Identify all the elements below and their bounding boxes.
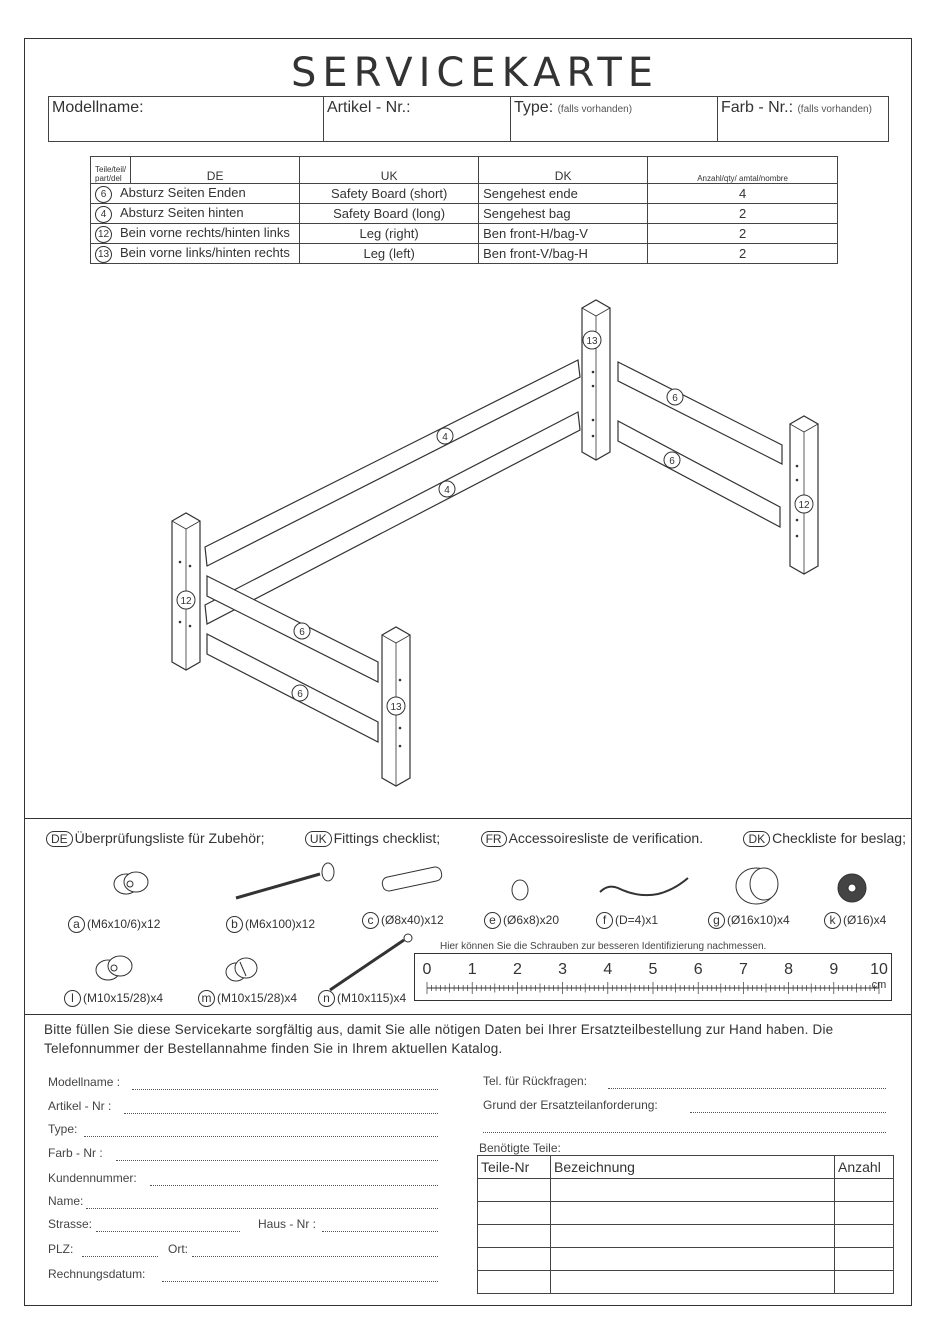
part-de: 4 Absturz Seiten hinten (91, 204, 300, 224)
part-uk: Leg (right) (300, 224, 479, 244)
callout-6-right-upper (667, 389, 683, 405)
form-kunden-field[interactable] (150, 1185, 438, 1186)
svg-text:6: 6 (297, 689, 303, 700)
callout-4-upper (437, 428, 453, 444)
table-row[interactable] (478, 1271, 894, 1294)
ruler-number: 7 (738, 961, 748, 978)
dowel-c-icon (381, 866, 443, 892)
form-haus-label: Haus - Nr : (258, 1217, 317, 1231)
form-tel-field[interactable] (608, 1088, 886, 1089)
order-header-teile: Teile-Nr (478, 1156, 551, 1179)
form-ort-label: Ort: (168, 1242, 188, 1256)
form-rechnung-label: Rechnungsdatum: (48, 1267, 146, 1281)
ruler-caption: Hier können Sie die Schrauben zur besseren Identifizierung nachmessen. (440, 941, 767, 952)
callout-13-back (583, 331, 601, 349)
form-rechnung-field[interactable] (162, 1281, 438, 1282)
uk-header: UK (300, 157, 479, 184)
part-qty: 4 (648, 184, 838, 204)
fitting-m: m (M10x15/28)x4 (198, 990, 297, 1007)
part-number-badge: 6 (95, 186, 112, 203)
form-haus-field[interactable] (322, 1231, 438, 1232)
bolt-b-icon (236, 863, 334, 898)
order-table (477, 1155, 894, 1294)
callout-12-right (795, 495, 813, 513)
ruler-number: 3 (558, 961, 568, 978)
svg-text:4: 4 (442, 432, 448, 443)
qty-header: Anzahl/qty/ amtal/nombre (648, 157, 838, 184)
page-title: SERVICEKARTE (290, 50, 660, 96)
ruler-number: 2 (512, 961, 522, 978)
artikel-label: Artikel - Nr.: (327, 99, 411, 116)
part-header: Teile/teil/ part/del (91, 157, 131, 184)
cap-e-icon (512, 880, 528, 900)
svg-text:12: 12 (798, 500, 810, 511)
svg-text:4: 4 (444, 485, 450, 496)
form-modelname-label: Modellname : (48, 1075, 121, 1089)
order-header-anzahl: Anzahl (835, 1156, 894, 1179)
checklist-dk: DK Checkliste for beslag; (743, 830, 906, 847)
fitting-g: g (Ø16x10)x4 (708, 912, 790, 929)
form-type-label: Type: (48, 1122, 78, 1136)
part-uk: Safety Board (short) (300, 184, 479, 204)
part-number-badge: 12 (95, 226, 112, 243)
part-qty: 2 (648, 224, 838, 244)
part-uk: Leg (left) (300, 244, 479, 264)
form-farb-label: Farb - Nr : (48, 1146, 103, 1160)
barrel-nut-a-icon (114, 872, 148, 894)
svg-text:6: 6 (299, 627, 305, 638)
divider (24, 1014, 912, 1015)
type-label: Type: (514, 99, 554, 116)
ruler-number: 4 (603, 961, 613, 978)
fitting-f: f (D=4)x1 (596, 912, 658, 929)
dk-header: DK (479, 157, 648, 184)
part-de: 6 Absturz Seiten Enden (91, 184, 300, 204)
ruler-unit: cm (871, 979, 887, 991)
form-type-field[interactable] (84, 1136, 438, 1137)
part-number-badge: 4 (95, 206, 112, 223)
modelname-label: Modellname: (52, 99, 144, 116)
form-name-label: Name: (48, 1194, 84, 1208)
de-header: DE (131, 157, 300, 184)
long-board-lower (205, 412, 580, 624)
table-row[interactable] (478, 1202, 894, 1225)
form-grund-field-2[interactable] (483, 1132, 886, 1133)
form-benoetigte-label: Benötigte Teile: (479, 1141, 561, 1155)
part-de: 13 Bein vorne links/hinten rechts (91, 244, 300, 264)
form-plz-field[interactable] (82, 1256, 158, 1257)
long-board-upper (205, 360, 580, 566)
form-tel-label: Tel. für Rückfragen: (483, 1074, 588, 1088)
allen-key-f-icon (600, 878, 688, 895)
part-qty: 2 (648, 244, 838, 264)
ruler-number: 5 (648, 961, 658, 978)
form-grund-label: Grund der Ersatzteilanforderung: (483, 1098, 658, 1112)
callout-6-left-lower (292, 685, 308, 701)
form-artikel-label: Artikel - Nr : (48, 1099, 112, 1113)
fittings-checklist-heading (46, 830, 906, 847)
form-artikel-field[interactable] (124, 1113, 438, 1114)
form-modelname-field[interactable] (132, 1089, 438, 1090)
form-strasse-field[interactable] (96, 1231, 240, 1232)
cam-lock-g-icon (736, 868, 778, 904)
ruler-number: 8 (784, 961, 794, 978)
ruler-number: 1 (467, 961, 477, 978)
table-row[interactable] (478, 1225, 894, 1248)
order-header-bezeichnung: Bezeichnung (551, 1156, 835, 1179)
fitting-e: e (Ø6x8)x20 (484, 912, 559, 929)
bolt-n-icon (330, 934, 412, 990)
form-ort-field[interactable] (192, 1256, 438, 1257)
cam-bolt-k-icon (838, 874, 866, 902)
fitting-a: a (M6x10/6)x12 (68, 916, 160, 933)
svg-text:6: 6 (672, 393, 678, 404)
form-strasse-label: Strasse: (48, 1217, 93, 1231)
callout-4-lower (439, 481, 455, 497)
checklist-fr: FR Accessoiresliste de verification. (481, 830, 704, 847)
form-name-field[interactable] (86, 1208, 438, 1209)
part-dk: Sengehest ende (479, 184, 648, 204)
form-farb-field[interactable] (116, 1160, 438, 1161)
checklist-de: DE Überprüfungsliste für Zubehör; (46, 830, 265, 847)
form-kunden-label: Kundennummer: (48, 1171, 137, 1185)
farb-note: (falls vorhanden) (797, 104, 872, 115)
part-dk: Sengehest bag (479, 204, 648, 224)
fitting-c: c (Ø8x40)x12 (362, 912, 444, 929)
fitting-l: l (M10x15/28)x4 (64, 990, 163, 1007)
ruler-number: 6 (693, 961, 703, 978)
fitting-n: n (M10x115)x4 (318, 990, 406, 1007)
svg-text:6: 6 (669, 456, 675, 467)
callout-12-left (177, 591, 195, 609)
callout-6-left-upper (294, 623, 310, 639)
ruler-number: 0 (422, 961, 432, 978)
callout-13-front (387, 697, 405, 715)
type-note: (falls vorhanden) (557, 104, 633, 115)
svg-text:13: 13 (390, 702, 402, 713)
fitting-b: b (M6x100)x12 (226, 916, 315, 933)
part-dk: Ben front-H/bag-V (479, 224, 648, 244)
farb-label: Farb - Nr.: (721, 99, 794, 116)
checklist-uk: UK Fittings checklist; (305, 830, 440, 847)
instructions-text: Bitte füllen Sie diese Servicekarte sorgfältig aus, damit Sie alle nötigen Daten bei Ihrer Ersatzteilbestellung zur Hand haben. Die Telefonnummer der Bestellannahme finden Sie in Ihrem aktuellen Katalog. (44, 1022, 834, 1056)
part-number-badge: 13 (95, 246, 112, 263)
fitting-k: k (Ø16)x4 (824, 912, 886, 929)
callout-6-right-lower (664, 452, 680, 468)
part-qty: 2 (648, 204, 838, 224)
barrel-nut-l-icon (96, 956, 132, 980)
table-row[interactable] (478, 1248, 894, 1271)
svg-text:13: 13 (586, 336, 598, 347)
part-dk: Ben front-V/bag-H (479, 244, 648, 264)
svg-text:12: 12 (180, 596, 192, 607)
ruler-number: 10 (870, 961, 888, 978)
part-de: 12 Bein vorne rechts/hinten links (91, 224, 300, 244)
table-row[interactable] (478, 1179, 894, 1202)
ruler-number: 9 (829, 961, 839, 978)
divider (24, 818, 912, 819)
form-grund-field[interactable] (690, 1112, 886, 1113)
part-uk: Safety Board (long) (300, 204, 479, 224)
measuring-ruler (414, 953, 892, 1001)
form-plz-label: PLZ: (48, 1242, 74, 1256)
barrel-nut-m-icon (226, 958, 257, 981)
ruler-scale (415, 954, 891, 1000)
